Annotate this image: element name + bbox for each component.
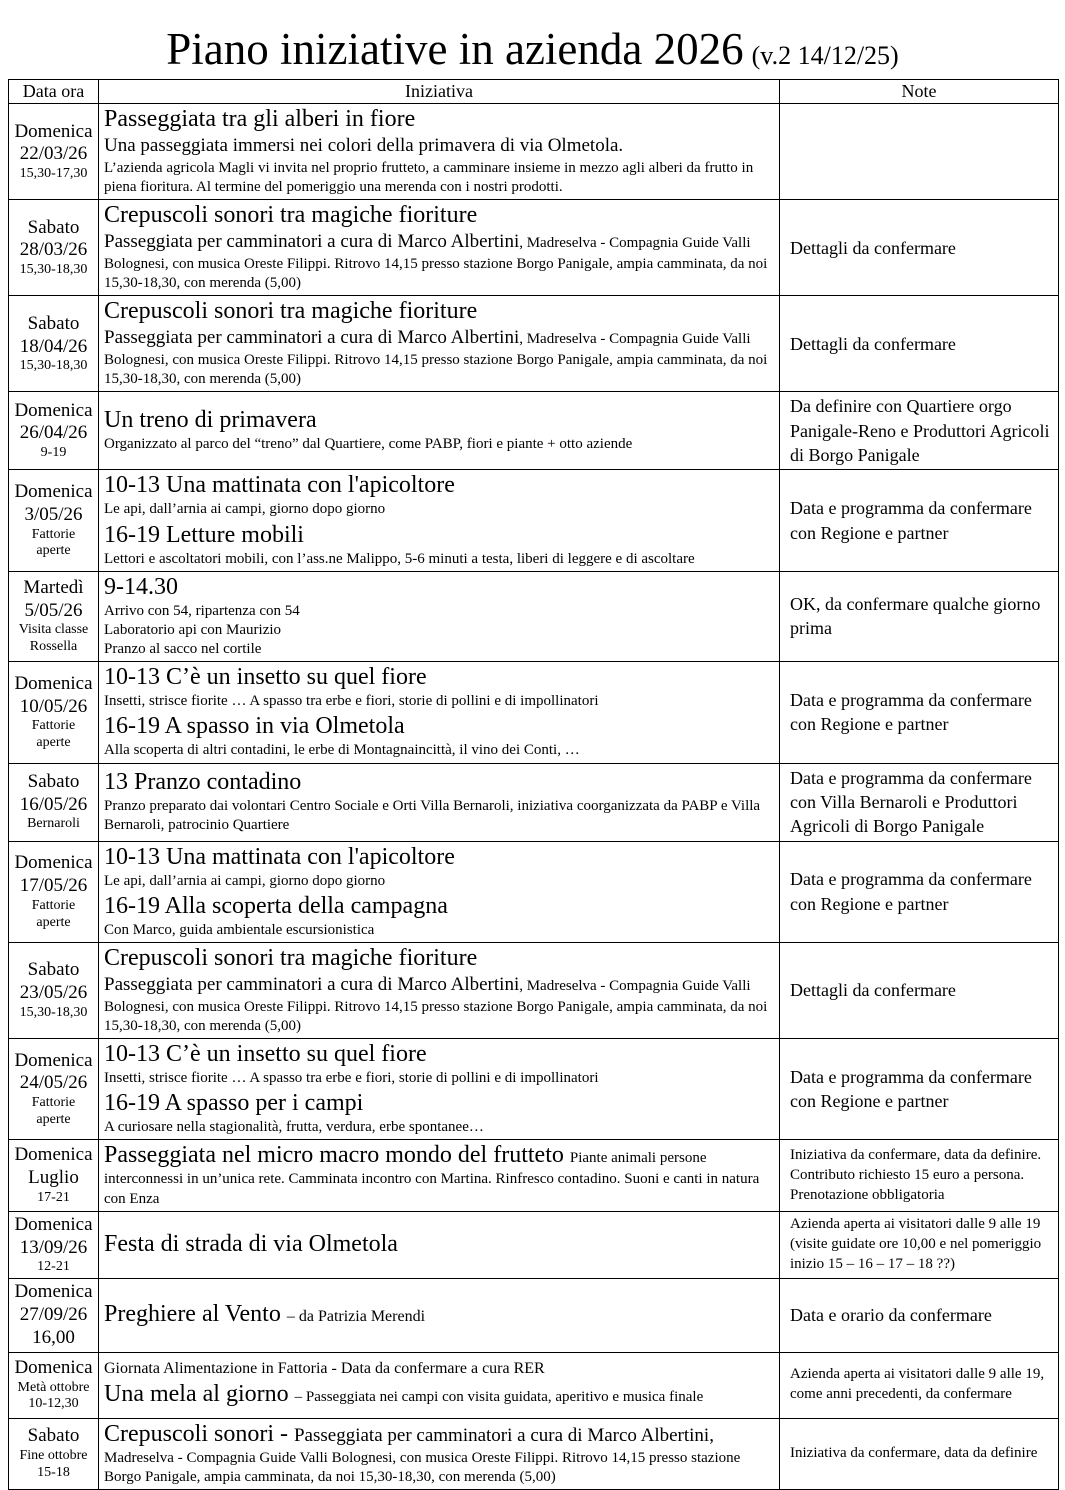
page-title-main: Piano iniziative in azienda 2026 [166, 24, 744, 74]
row-date-line: 27/09/26 [19, 1303, 88, 1325]
iniziativa-text-segment: 10-13 Una mattinata con l'apicoltore [104, 472, 455, 499]
table-row [9, 1418, 1059, 1489]
row-date-line: Sabato [27, 959, 80, 981]
row-date-cell [9, 1352, 99, 1418]
iniziativa-paragraph [104, 621, 775, 640]
row-iniziativa-cell [99, 1418, 780, 1489]
row-date-cell [9, 662, 99, 763]
iniziativa-text-segment: Passeggiata per camminatori a cura di Marco Albertini [104, 973, 520, 995]
iniziativa-paragraph [104, 104, 775, 134]
table-row [9, 392, 1059, 470]
row-date-line: Sabato [27, 312, 80, 334]
row-note-cell [780, 841, 1059, 942]
iniziativa-paragraph [104, 435, 775, 454]
iniziativa-paragraph [104, 200, 775, 230]
iniziativa-text-segment: Una passeggiata immersi nei colori della primavera di via Olmetola. [104, 135, 624, 157]
row-date-line: Domenica [14, 1356, 93, 1378]
row-note-cell [780, 1279, 1059, 1352]
iniziativa-text-segment: Passeggiata tra gli alberi in fiore [104, 106, 416, 133]
iniziativa-paragraph [104, 921, 775, 940]
iniziativa-paragraph [104, 1379, 775, 1409]
row-note-cell [780, 392, 1059, 470]
row-date-line: 9-19 [40, 445, 67, 461]
iniziativa-text-segment: 10-13 C’è un insetto su quel fiore [104, 1040, 427, 1067]
iniziativa-text-segment: – Passeggiata nei campi con visita guidata, aperitivo e musica finale [294, 1389, 704, 1406]
iniziativa-text-segment: Le api, dall’arnia ai campi, giorno dopo giorno [104, 872, 386, 889]
iniziativa-paragraph [104, 520, 775, 550]
row-note-cell [780, 1418, 1059, 1489]
page-title-version: (v.2 14/12/25) [751, 41, 899, 70]
row-date-line: 15,30-17,30 [19, 166, 88, 182]
iniziativa-paragraph [104, 973, 775, 1036]
row-date-line: Domenica [14, 1213, 93, 1235]
iniziativa-paragraph [104, 767, 775, 797]
iniziativa-text-segment: Passeggiata per camminatori a cura di Marco Albertini [104, 231, 520, 253]
note-text: Data e programma da confermare con Regione e partner [790, 498, 1032, 543]
iniziativa-paragraph [104, 662, 775, 692]
row-date-line: Domenica [14, 120, 93, 142]
iniziativa-text-segment: Organizzato al parco del “treno” dal Quartiere, come PABP, fiori e piante + otto aziende [104, 436, 633, 453]
col-header-iniziativa: Iniziativa [99, 80, 780, 104]
iniziativa-text-segment: 9-14.30 [104, 573, 178, 600]
note-text: Dettagli da confermare [790, 237, 956, 258]
table-row [9, 296, 1059, 392]
iniziativa-text-segment: Laboratorio api con Maurizio [104, 621, 282, 638]
row-date-cell [9, 470, 99, 571]
col-header-data-ora: Data ora [9, 80, 99, 104]
row-date-line: Domenica [14, 852, 93, 874]
row-iniziativa-cell [99, 1038, 780, 1139]
note-text: Data e programma da confermare con Villa Bernaroli e Produttori Agricoli di Borgo Panigale [790, 767, 1032, 837]
row-date-line: 18/04/26 [19, 335, 88, 357]
iniziativa-text-segment: A curiosare nella stagionalità, frutta, verdura, erbe spontanee… [104, 1119, 484, 1136]
row-date-line: Luglio [28, 1167, 79, 1189]
iniziativa-text-segment: 16-19 A spasso in via Olmetola [104, 713, 405, 740]
schedule-table-header [9, 80, 1059, 104]
iniziativa-text-segment: Arrivo con 54, ripartenza con 54 [104, 602, 300, 619]
row-date-line: Metà ottobre [17, 1379, 90, 1395]
table-row [9, 1211, 1059, 1278]
iniziativa-paragraph [104, 1088, 775, 1118]
iniziativa-paragraph [104, 1359, 775, 1380]
iniziativa-paragraph [104, 797, 775, 835]
iniziativa-text-segment: Giornata Alimentazione in Fattoria - Data da confermare a cura RER [104, 1359, 545, 1377]
note-text: Data e programma da confermare con Regione e partner [790, 869, 1032, 914]
row-date-line: 22/03/26 [19, 143, 88, 165]
schedule-table [8, 79, 1059, 1490]
iniziativa-paragraph [104, 296, 775, 326]
row-date-line: Fine ottobre [19, 1448, 88, 1464]
iniziativa-paragraph [104, 602, 775, 621]
row-note-cell [780, 1352, 1059, 1418]
row-iniziativa-cell [99, 841, 780, 942]
iniziativa-text-segment: , Madreselva - Compagnia Guide Valli Bolognesi, con musica Oreste Filippi. Ritrovo 14,15 presso stazione Borgo Panigale, ampia camminata, da noi 15,30-18,30, con merenda (5,00) [104, 331, 768, 388]
table-row [9, 200, 1059, 296]
row-note-cell [780, 104, 1059, 200]
iniziativa-paragraph [104, 842, 775, 872]
iniziativa-text-segment: Pranzo al sacco nel cortile [104, 641, 262, 658]
row-iniziativa-cell [99, 296, 780, 392]
row-date-line: aperte [36, 914, 71, 930]
row-date-line: Sabato [27, 1425, 80, 1447]
table-row [9, 662, 1059, 763]
row-date-line: Fattorie [31, 1095, 76, 1111]
iniziativa-paragraph [104, 326, 775, 389]
row-date-cell [9, 1418, 99, 1489]
iniziativa-paragraph [104, 891, 775, 921]
row-date-line: 5/05/26 [24, 599, 83, 621]
row-date-cell [9, 296, 99, 392]
row-date-line: Domenica [14, 480, 93, 502]
note-text: Dettagli da confermare [790, 980, 956, 1001]
iniziativa-paragraph [104, 230, 775, 293]
row-date-line: Rossella [29, 639, 78, 655]
page-title [0, 26, 1065, 73]
row-note-cell [780, 942, 1059, 1038]
row-note-cell [780, 571, 1059, 662]
row-date-line: 10-12,30 [28, 1396, 79, 1412]
iniziativa-text-segment: Un treno di primavera [104, 407, 317, 434]
iniziativa-paragraph [104, 500, 775, 519]
table-row [9, 571, 1059, 662]
table-row [9, 104, 1059, 200]
iniziativa-text-segment: Festa di strada di via Olmetola [104, 1230, 398, 1257]
header-row [9, 80, 1059, 104]
note-text: Iniziativa da confermare, data da definire. Contributo richiesto 15 euro a persona. Prenotazione obbligatoria [790, 1146, 1042, 1203]
row-date-cell [9, 1211, 99, 1278]
iniziativa-text-segment: L’azienda agricola Magli vi invita nel proprio frutteto, a camminare insieme in mezzo agli alberi da frutto in piena fioritura. Al termine del pomeriggio una merenda con i nostri prodotti. [104, 159, 754, 196]
row-date-line: Domenica [14, 1049, 93, 1071]
row-date-cell [9, 392, 99, 470]
row-date-line: aperte [36, 735, 71, 751]
row-date-cell [9, 104, 99, 200]
iniziativa-paragraph [104, 159, 775, 197]
row-date-line: Domenica [14, 1144, 93, 1166]
iniziativa-paragraph [104, 1140, 775, 1208]
iniziativa-text-segment: Madreselva - Compagnia Guide Valli Bolognesi, con musica Oreste Filippi. Ritrovo 14,15 presso stazione Borgo Panigale, ampia camminata, da noi 15,30-18,30, con merenda (5,00) [104, 1449, 741, 1485]
row-date-line: Fattorie [31, 718, 76, 734]
row-date-line: 26/04/26 [19, 422, 88, 444]
iniziativa-paragraph [104, 943, 775, 973]
row-date-line: Domenica [14, 399, 93, 421]
iniziativa-text-segment: 16-19 Letture mobili [104, 521, 304, 548]
iniziativa-text-segment: Insetti, strisce fiorite … A spasso tra erbe e fiori, storie di pollini e di impollinatori [104, 1069, 599, 1086]
iniziativa-paragraph [104, 550, 775, 569]
row-iniziativa-cell [99, 200, 780, 296]
iniziativa-text-segment: 13 Pranzo contadino [104, 768, 302, 795]
iniziativa-text-segment: Lettori e ascoltatori mobili, con l’ass.ne Malippo, 5-6 minuti a testa, liberi di leggere e di ascoltare [104, 550, 695, 567]
row-date-line: Sabato [27, 770, 80, 792]
row-date-cell [9, 571, 99, 662]
iniziativa-paragraph [104, 134, 775, 159]
row-date-line: aperte [36, 1111, 71, 1127]
row-note-cell [780, 200, 1059, 296]
note-text: Azienda aperta ai visitatori dalle 9 alle 19 (visite guidate ore 10,00 e nel pomeriggio inizio 15 – 16 – 17 – 18 ??) [790, 1216, 1042, 1272]
row-note-cell [780, 296, 1059, 392]
iniziativa-text-segment: , Madreselva - Compagnia Guide Valli Bolognesi, con musica Oreste Filippi. Ritrovo 14,15 presso stazione Borgo Panigale, ampia camminata, da noi 15,30-18,30, con merenda (5,00) [104, 235, 768, 292]
iniziativa-text-segment: 16-19 A spasso per i campi [104, 1090, 364, 1117]
row-note-cell [780, 1211, 1059, 1278]
row-note-cell [780, 470, 1059, 571]
iniziativa-text-segment: Crepuscoli sonori tra magiche fioriture [104, 202, 478, 229]
iniziativa-text-segment: Crepuscoli sonori - [104, 1420, 294, 1447]
row-note-cell [780, 662, 1059, 763]
row-iniziativa-cell [99, 942, 780, 1038]
row-iniziativa-cell [99, 763, 780, 841]
row-iniziativa-cell [99, 1279, 780, 1352]
iniziativa-text-segment: Passeggiata per camminatori a cura di Marco Albertini, [293, 1424, 714, 1446]
iniziativa-text-segment: Preghiere al Vento [104, 1301, 287, 1328]
row-date-line: Domenica [14, 1281, 93, 1303]
note-text: Dettagli da confermare [790, 333, 956, 354]
iniziativa-text-segment: Passeggiata nel micro macro mondo del frutteto [104, 1142, 570, 1169]
iniziativa-text-segment: Piante animali persone interconnessi in un’unica rete. Camminata incontro con Martina. Rinfresco contadino. Suoni e canti in natura con Enza [104, 1150, 760, 1207]
note-text: OK, da confermare qualche giorno prima [790, 594, 1041, 639]
iniziativa-paragraph [104, 741, 775, 760]
row-iniziativa-cell [99, 104, 780, 200]
iniziativa-paragraph [104, 405, 775, 435]
row-note-cell [780, 763, 1059, 841]
schedule-table-body [9, 104, 1059, 1490]
row-note-cell [780, 1038, 1059, 1139]
note-text: Iniziativa da confermare, data da definire [790, 1444, 1038, 1461]
row-iniziativa-cell [99, 1140, 780, 1211]
iniziativa-paragraph [104, 640, 775, 659]
table-row [9, 1038, 1059, 1139]
row-iniziativa-cell [99, 662, 780, 763]
row-date-line: Domenica [14, 672, 93, 694]
row-date-line: 28/03/26 [19, 239, 88, 261]
row-date-line: Bernaroli [27, 816, 80, 832]
row-date-line: Visita classe [18, 622, 89, 638]
note-text: Da definire con Quartiere orgo Panigale-Reno e Produttori Agricoli di Borgo Panigale [790, 396, 1050, 466]
row-date-line: 15,30-18,30 [19, 262, 88, 278]
table-row [9, 470, 1059, 571]
row-date-line: 17/05/26 [19, 874, 88, 896]
row-date-line: 13/09/26 [19, 1236, 88, 1258]
row-date-line: 10/05/26 [19, 695, 88, 717]
note-text: Data e programma da confermare con Regione e partner [790, 690, 1032, 735]
row-date-cell [9, 1038, 99, 1139]
row-date-line: 24/05/26 [19, 1072, 88, 1094]
row-iniziativa-cell [99, 1211, 780, 1278]
row-date-line: aperte [36, 543, 71, 559]
iniziativa-paragraph [104, 1069, 775, 1088]
iniziativa-text-segment: Passeggiata per camminatori a cura di Marco Albertini [104, 327, 520, 349]
iniziativa-paragraph [104, 1229, 775, 1259]
row-date-cell [9, 1279, 99, 1352]
row-date-line: Martedì [23, 576, 84, 598]
iniziativa-paragraph [104, 470, 775, 500]
iniziativa-paragraph [104, 1299, 775, 1329]
row-date-line: Fattorie [31, 897, 76, 913]
iniziativa-paragraph [104, 711, 775, 741]
row-iniziativa-cell [99, 1352, 780, 1418]
row-iniziativa-cell [99, 571, 780, 662]
iniziativa-paragraph [104, 1419, 775, 1487]
iniziativa-text-segment: Una mela al giorno [104, 1381, 295, 1408]
iniziativa-paragraph [104, 692, 775, 711]
iniziativa-text-segment: Con Marco, guida ambientale escursionistica [104, 921, 375, 938]
row-date-line: 15,30-18,30 [19, 1004, 88, 1020]
table-row [9, 942, 1059, 1038]
row-date-cell [9, 942, 99, 1038]
iniziativa-text-segment: 10-13 C’è un insetto su quel fiore [104, 664, 427, 691]
row-date-line: Sabato [27, 216, 80, 238]
col-header-note: Note [780, 80, 1059, 104]
row-date-line: 16/05/26 [19, 793, 88, 815]
iniziativa-text-segment: 16-19 Alla scoperta della campagna [104, 892, 448, 919]
row-date-line: 16,00 [32, 1326, 75, 1348]
iniziativa-text-segment: Crepuscoli sonori tra magiche fioriture [104, 944, 478, 971]
iniziativa-text-segment: – da Patrizia Merendi [286, 1308, 426, 1326]
note-text: Data e programma da confermare con Regione e partner [790, 1066, 1032, 1112]
iniziativa-text-segment: Crepuscoli sonori tra magiche fioriture [104, 298, 478, 325]
row-date-cell [9, 1140, 99, 1211]
iniziativa-text-segment: Pranzo preparato dai volontari Centro Sociale e Orti Villa Bernaroli, iniziativa coorganizzata da PABP e Villa Bernaroli, patrocinio Quartiere [104, 797, 761, 834]
row-date-line: 15,30-18,30 [19, 358, 88, 374]
row-date-line: Fattorie [31, 526, 76, 542]
row-iniziativa-cell [99, 392, 780, 470]
iniziativa-text-segment: Le api, dall’arnia ai campi, giorno dopo giorno [104, 501, 386, 518]
table-row [9, 841, 1059, 942]
row-date-cell [9, 763, 99, 841]
table-row [9, 763, 1059, 841]
row-date-line: 15-18 [37, 1465, 70, 1481]
row-iniziativa-cell [99, 470, 780, 571]
row-note-cell [780, 1140, 1059, 1211]
iniziativa-paragraph [104, 572, 775, 602]
iniziativa-text-segment: Insetti, strisce fiorite … A spasso tra erbe e fiori, storie di pollini e di impollinatori [104, 693, 599, 710]
iniziativa-text-segment: Alla scoperta di altri contadini, le erbe di Montagnaincittà, il vino dei Conti, … [104, 742, 580, 759]
iniziativa-paragraph [104, 1118, 775, 1137]
iniziativa-paragraph [104, 872, 775, 891]
row-date-cell [9, 841, 99, 942]
row-date-line: 12-21 [37, 1259, 70, 1275]
table-row [9, 1279, 1059, 1352]
table-row [9, 1140, 1059, 1211]
row-date-cell [9, 200, 99, 296]
table-row [9, 1352, 1059, 1418]
iniziativa-paragraph [104, 1039, 775, 1069]
note-text: Azienda aperta ai visitatori dalle 9 alle 19, come anni precedenti, da confermare [790, 1366, 1045, 1402]
row-date-line: 17-21 [37, 1189, 70, 1205]
iniziativa-text-segment: 10-13 Una mattinata con l'apicoltore [104, 843, 455, 870]
row-date-line: 3/05/26 [24, 503, 83, 525]
note-text: Data e orario da confermare [790, 1305, 992, 1326]
iniziativa-text-segment: , Madreselva - Compagnia Guide Valli Bolognesi, con musica Oreste Filippi. Ritrovo 14,15 presso stazione Borgo Panigale, ampia camminata, da noi 15,30-18,30, con merenda (5,00) [104, 977, 768, 1034]
row-date-line: 23/05/26 [19, 982, 88, 1004]
